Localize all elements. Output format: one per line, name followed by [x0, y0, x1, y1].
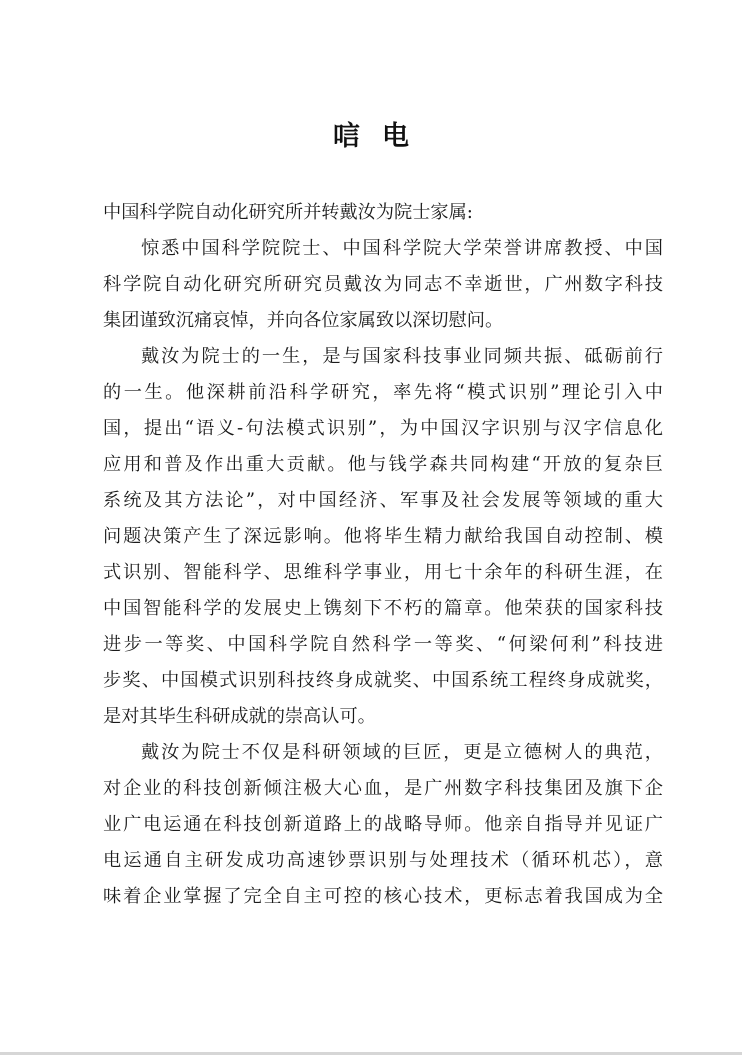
- paragraph-3-line-3: 业广电运通在科技创新道路上的战略导师。他亲自指导并见证广: [103, 814, 663, 835]
- paragraph-2-line-2: 的一生。他深耕前沿科学研究，率先将“模式识别”理论引入中: [103, 382, 663, 403]
- paragraph-3-line-4: 电运通自主研发成功高速钞票识别与处理技术（循环机芯），意: [103, 850, 663, 871]
- paragraph-2-line-7: 式识别、智能科学、思维科学事业，用七十余年的科研生涯，在: [103, 562, 663, 583]
- paragraph-3-line-5: 味着企业掌握了完全自主可控的核心技术，更标志着我国成为全: [103, 886, 663, 907]
- document-title: 唁电: [333, 121, 431, 152]
- paragraph-2-line-8: 中国智能科学的发展史上镌刻下不朽的篇章。他荣获的国家科技: [103, 598, 663, 619]
- salutation: 中国科学院自动化研究所并转戴汝为院士家属:: [103, 202, 473, 223]
- paragraph-2-line-4: 应用和普及作出重大贡献。他与钱学森共同构建“开放的复杂巨: [103, 454, 663, 475]
- paragraph-2-line-11: 是对其毕生科研成就的崇高认可。: [103, 706, 376, 727]
- paragraph-2-line-10: 步奖、中国模式识别科技终身成就奖、中国系统工程终身成就奖，: [103, 670, 663, 691]
- paragraph-3-line-2: 对企业的科技创新倾注极大心血，是广州数字科技集团及旗下企: [103, 778, 663, 799]
- paragraph-2-line-3: 国，提出“语义-句法模式识别”，为中国汉字识别与汉字信息化: [103, 418, 663, 439]
- paragraph-1-line-3: 集团谨致沉痛哀悼，并向各位家属致以深切慰问。: [103, 310, 504, 331]
- paragraph-2-line-1: 戴汝为院士的一生，是与国家科技事业同频共振、砥砺前行: [141, 346, 663, 367]
- paragraph-2-line-5: 系统及其方法论”，对中国经济、军事及社会发展等领域的重大: [103, 490, 663, 511]
- paragraph-2-line-9: 进步一等奖、中国科学院自然科学一等奖、“何梁何利”科技进: [103, 634, 663, 655]
- paragraph-3-line-1: 戴汝为院士不仅是科研领域的巨匠，更是立德树人的典范，: [141, 742, 663, 763]
- paragraph-1-line-2: 科学院自动化研究所研究员戴汝为同志不幸逝世，广州数字科技: [103, 274, 663, 295]
- paragraph-2-line-6: 问题决策产生了深远影响。他将毕生精力献给我国自动控制、模: [103, 526, 663, 547]
- paragraph-1-line-1: 惊悉中国科学院院士、中国科学院大学荣誉讲席教授、中国: [141, 238, 663, 259]
